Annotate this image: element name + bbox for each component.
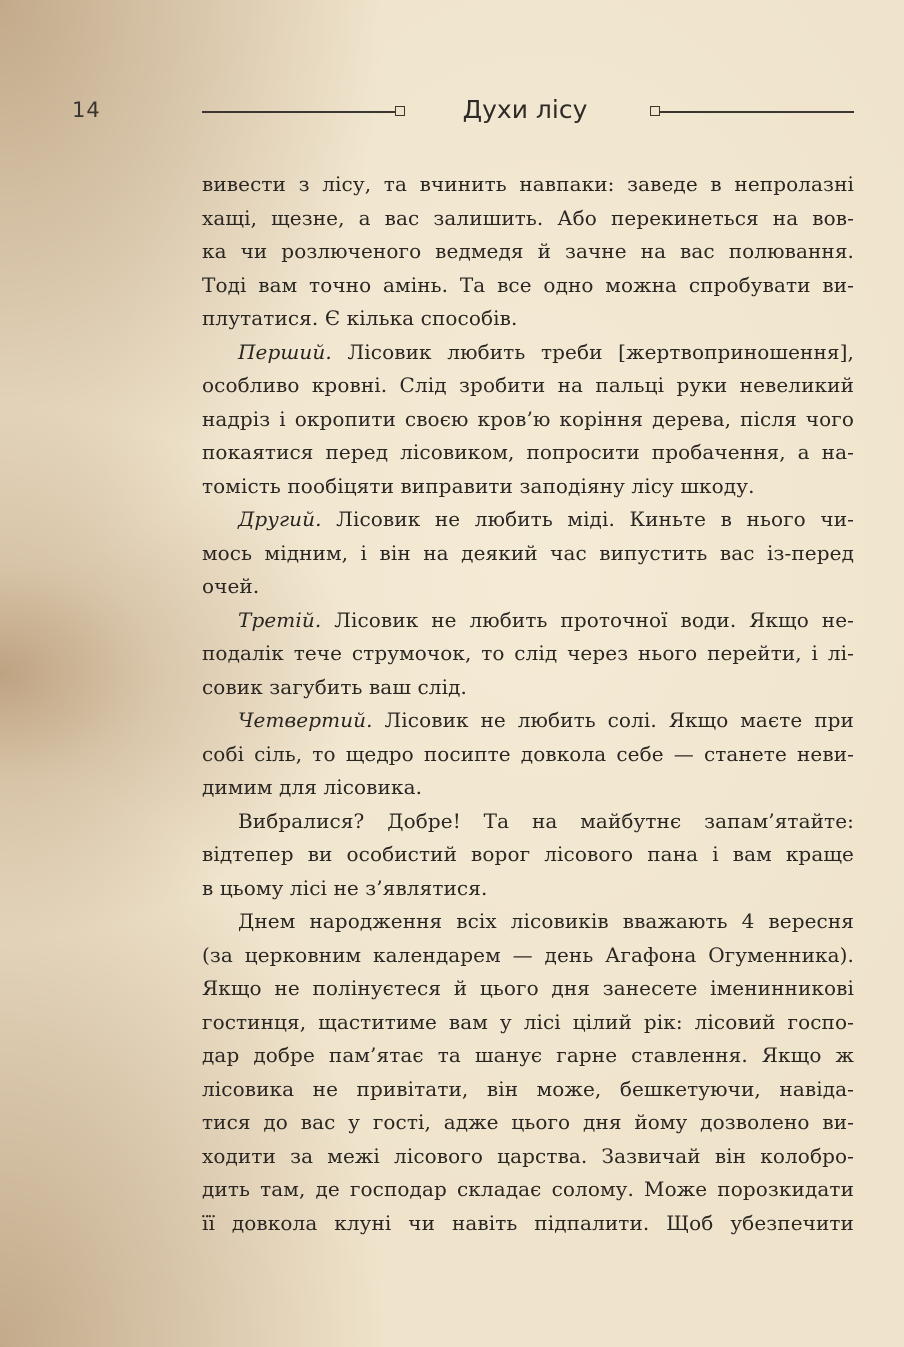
header-rule-ornament-right bbox=[650, 106, 660, 116]
text-line: покаятися перед лісовиком, попросити пробачення, а на- bbox=[202, 440, 854, 464]
paragraph-second: Другий. Лісовик не любить міді. Киньте в нього чи- bbox=[238, 507, 854, 531]
chapter-title: Духи лісу bbox=[462, 95, 588, 124]
text-line: ка чи розлюченого ведмедя й зачне на вас полювання. bbox=[202, 239, 854, 263]
header-rule-ornament-left bbox=[395, 106, 405, 116]
text-line: дар добре пам’ятає та шанує гарне ставлення. Якщо ж bbox=[202, 1043, 854, 1067]
text-line: Якщо не полінуєтеся й цього дня занесете іменинникові bbox=[202, 976, 854, 1000]
text-line: гостинця, щаститиме вам у лісі цілий рік: лісовий госпо- bbox=[202, 1009, 854, 1034]
text-line: томість пообіцяти виправити заподіяну лісу шкоду. bbox=[202, 473, 755, 498]
text-line: вивести з лісу, та вчинить навпаки: заведе в непролазні bbox=[202, 172, 854, 196]
paragraph-start: Днем народження всіх лісовиків вважають 4 вересня bbox=[238, 909, 854, 933]
paragraph-third: Третій. Лісовик не любить проточної води. Якщо не- bbox=[238, 607, 854, 632]
text-line: димим для лісовика. bbox=[202, 775, 423, 799]
text-line: мось мідним, і він на деякий час випустить вас із-перед bbox=[202, 540, 854, 565]
emphasis-first: Перший. bbox=[238, 339, 332, 364]
text-line: в цьому лісі не з’являтися. bbox=[202, 875, 488, 900]
text-line: відтепер ви особистий ворог лісового пана і вам краще bbox=[202, 842, 854, 866]
text-line: її довкола клуні чи навіть підпалити. Щоб убезпечити bbox=[202, 1210, 854, 1235]
text-line: очей. bbox=[202, 574, 260, 598]
text-line: плутатися. Є кілька способів. bbox=[202, 306, 518, 330]
text-line: собі сіль, то щедро посипте довкола себе — станете неви- bbox=[202, 741, 854, 766]
paragraph-start: Вибралися? Добре! Та на майбутнє запам’ятайте: bbox=[238, 808, 854, 833]
paragraph-first: Перший. Лісовик любить треби [жертвоприношення], bbox=[238, 339, 854, 364]
header-rule-left bbox=[202, 111, 396, 113]
text-line: надріз і окропити своєю кров’ю коріння дерева, після чого bbox=[202, 406, 854, 431]
emphasis-second: Другий. bbox=[238, 507, 322, 531]
text-line: тися до вас у гості, адже цього дня йому дозволено ви- bbox=[202, 1110, 854, 1134]
running-header bbox=[0, 0, 904, 150]
emphasis-third: Третій. bbox=[238, 607, 322, 632]
header-rule-right bbox=[660, 111, 854, 113]
text-line: подалік тече струмочок, то слід через нього перейти, і лі- bbox=[202, 641, 854, 665]
page-number: 14 bbox=[72, 98, 101, 122]
text-line: совик загубить ваш слід. bbox=[202, 674, 467, 699]
emphasis-fourth: Четвертий. bbox=[238, 708, 373, 732]
text-line: особливо кровні. Слід зробити на пальці руки невеликий bbox=[202, 373, 854, 397]
text-line: лісовика не привітати, він може, бешкетуючи, навіда- bbox=[202, 1076, 854, 1101]
text-line: дить там, де господар складає солому. Може порозкидати bbox=[202, 1177, 854, 1201]
text-line: ходити за межі лісового царства. Зазвичай він колобро- bbox=[202, 1143, 854, 1168]
paragraph-fourth: Четвертий. Лісовик не любить солі. Якщо маєте при bbox=[238, 708, 854, 732]
text-line: Тоді вам точно амінь. Та все одно можна спробувати ви- bbox=[202, 272, 854, 297]
body-text bbox=[202, 168, 854, 1240]
text-line: (за церковним календарем — день Агафона Огуменника). bbox=[202, 942, 854, 967]
text-line: хащі, щезне, а вас залишить. Або перекинеться на вов- bbox=[202, 205, 854, 230]
